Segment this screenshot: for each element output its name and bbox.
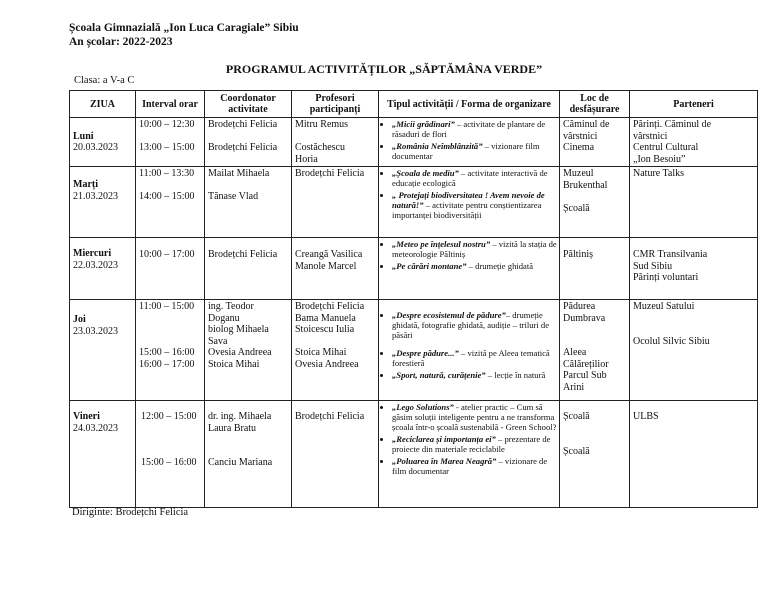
interval: 16:00 – 17:00 (139, 358, 195, 370)
coordinator: Doganu (208, 312, 240, 324)
day-name: Miercuri (73, 248, 112, 259)
interval: 15:00 – 16:00 (141, 457, 197, 468)
coordinator: Mailat Mihaela (208, 168, 270, 179)
interval: 10:00 – 12:30 (139, 119, 195, 130)
location: Cinema (563, 142, 595, 153)
interval-cell (136, 300, 205, 401)
location: Pădurea (563, 301, 596, 312)
class-label: Clasa: a V-a C (74, 75, 135, 86)
location: Brukenthal (563, 179, 608, 191)
teacher: Stoica Mihai (295, 347, 347, 358)
location: Dumbrava (563, 312, 606, 324)
activity-cell (379, 238, 560, 300)
teacher: Creangă Vasilica (295, 249, 363, 260)
day-cell (70, 167, 136, 238)
interval: 12:00 – 15:00 (141, 411, 197, 422)
interval: 11:00 – 15:00 (139, 301, 195, 312)
location: Muzeul (563, 168, 594, 179)
coordinator: biolog Mihaela (208, 324, 269, 335)
partners-cell (630, 118, 758, 167)
activity-item: • „Despre ecosistemul de pădure”– drumeție ghidată, fotografie ghidată, audiție – triluri de păsări (392, 310, 557, 340)
table-row (70, 167, 758, 238)
table-header-row (70, 91, 758, 118)
coordinator-cell (205, 238, 292, 300)
partners-cell (630, 300, 758, 401)
activity-cell (379, 118, 560, 167)
teachers-cell (292, 238, 379, 300)
day-date: 20.03.2023 (73, 142, 118, 153)
partner: Centrul Cultural (633, 142, 699, 153)
teacher: Brodețchi Felicia (295, 411, 365, 422)
location: Păltiniș (563, 249, 594, 260)
day-date: 24.03.2023 (73, 422, 118, 434)
teacher: Brodețchi Felicia (295, 168, 365, 179)
school-name: Școala Gimnazială „Ion Luca Caragiale” Sibiu (69, 22, 299, 34)
column-header: Parteneri (630, 91, 758, 118)
teacher: Stoicescu Iulia (295, 324, 355, 335)
partners-cell (630, 238, 758, 300)
schedule-table (69, 90, 758, 508)
coordinator: Ovesia Andreea (208, 347, 272, 358)
day-name: Luni (73, 130, 94, 142)
location-cell (560, 238, 630, 300)
activity-item: • „Pe cărări montane” – drumeție ghidată (392, 261, 557, 271)
interval-cell (136, 167, 205, 238)
table-row (70, 118, 758, 167)
day-cell (70, 238, 136, 300)
teacher: Costăchescu (295, 142, 345, 153)
interval: 10:00 – 17:00 (139, 249, 195, 260)
partner: ULBS (633, 411, 659, 422)
coordinator: dr. ing. Mihaela (208, 411, 272, 422)
coordinator-cell (205, 167, 292, 238)
school-year: An școlar: 2022-2023 (69, 36, 173, 48)
interval: 11:00 – 13:30 (139, 168, 195, 179)
location-cell (560, 167, 630, 238)
day-cell (70, 401, 136, 508)
location: Școală (563, 445, 590, 457)
coordinator: Sava (208, 335, 228, 347)
table-row (70, 238, 758, 300)
partner: Sud Sibiu (633, 260, 673, 272)
activity-item: • „Sport, natură, curățenie” – lecție în natură (392, 370, 557, 380)
teacher: Manole Marcel (295, 260, 357, 272)
interval: 14:00 – 15:00 (139, 191, 195, 202)
activity-cell (379, 300, 560, 401)
partner: Muzeul Satului (633, 301, 695, 312)
coordinator-cell (205, 401, 292, 508)
partner: vârstnici (633, 130, 668, 142)
activity-item: • „Despre pădure...” – vizită pe Aleea tematică forestieră (392, 348, 557, 368)
teachers-cell (292, 401, 379, 508)
coordinator: Brodețchi Felicia (208, 142, 278, 153)
partner: Părinți. Căminul de (633, 119, 712, 130)
teacher: Brodețchi Felicia (295, 301, 365, 312)
day-name: Vineri (73, 411, 100, 422)
coordinator: ing. Teodor (208, 301, 254, 312)
day-cell (70, 118, 136, 167)
activity-item: • „Școala de mediu” – activitate interactivă de educație ecologică (392, 168, 557, 188)
interval-cell (136, 238, 205, 300)
coordinator: Stoica Mihai (208, 358, 260, 370)
interval: 13:00 – 15:00 (139, 142, 195, 153)
coordinator: Canciu Mariana (208, 457, 273, 468)
partner: „Ion Besoiu” (633, 153, 686, 165)
coordinator: Brodețchi Felicia (208, 249, 278, 260)
column-header: Tipul activității / Forma de organizare (379, 91, 560, 118)
column-header: Interval orar (136, 91, 205, 118)
location-cell (560, 118, 630, 167)
location: Călărețilior (563, 358, 609, 370)
activity-item: • „Poluarea în Marea Neagră” – vizionare de film documentar (392, 456, 557, 476)
coordinator: Tănase Vlad (208, 191, 259, 202)
interval: 15:00 – 16:00 (139, 347, 195, 358)
location-cell (560, 401, 630, 508)
partner: Nature Talks (633, 168, 685, 179)
teacher: Mitru Remus (295, 119, 349, 130)
activity-item: • „ Protejați biodiversitatea ! Avem nevoie de natură!” – activitate pentru conștientizarea importanței biodiversității (392, 190, 557, 220)
location: vârstnici (563, 130, 598, 142)
page-title: PROGRAMUL ACTIVITĂȚILOR „SĂPTĂMÂNA VERDE” (225, 62, 543, 76)
coordinator-cell (205, 300, 292, 401)
table-row (70, 401, 758, 508)
day-date: 23.03.2023 (73, 325, 118, 337)
teachers-cell (292, 167, 379, 238)
activity-item: • „România Neîmblânzită” – vizionare film documentar (392, 141, 557, 161)
day-cell (70, 300, 136, 401)
day-date: 22.03.2023 (73, 259, 118, 271)
activity-item: • „Micii grădinari” – activitate de plantare de răsaduri de flori (392, 119, 557, 139)
homeroom-teacher: Diriginte: Brodețchi Felicia (72, 507, 189, 518)
activity-item: • „Lego Solutions” - atelier practic – Cum să găsim soluții inteligente pentru a ne transforma școala într-o școală sustenabilă - Green School? (392, 402, 557, 432)
column-header: Profesori participanți (292, 91, 379, 118)
location: Școală (563, 411, 590, 422)
location: Școală (563, 202, 590, 214)
location-cell (560, 300, 630, 401)
teacher: Horia (295, 153, 318, 165)
location: Arini (563, 381, 585, 393)
partner: CMR Transilvania (633, 249, 708, 260)
coordinator-cell (205, 118, 292, 167)
partners-cell (630, 401, 758, 508)
column-header: Coordonator activitate (205, 91, 292, 118)
coordinator: Brodețchi Felicia (208, 119, 278, 130)
location: Căminul de (563, 119, 610, 130)
teachers-cell (292, 118, 379, 167)
location: Aleea (563, 347, 587, 358)
partners-cell (630, 167, 758, 238)
activity-cell (379, 167, 560, 238)
teachers-cell (292, 300, 379, 401)
teacher: Bama Manuela (295, 312, 356, 324)
activity-item: • „Reciclarea și importanța ei” – prezentare de proiecte din materiale reciclabile (392, 434, 557, 454)
location: Parcul Sub (563, 370, 607, 381)
interval-cell (136, 118, 205, 167)
partner: Părinți voluntari (633, 272, 699, 283)
activity-cell (379, 401, 560, 508)
column-header: ZIUA (70, 91, 136, 118)
column-header: Loc de desfășurare (560, 91, 630, 118)
teacher: Ovesia Andreea (295, 358, 359, 370)
day-name: Joi (73, 314, 86, 325)
table-row (70, 300, 758, 401)
activity-item: • „Meteo pe înțelesul nostru” – vizită la stația de meteorologie Păltiniș (392, 239, 557, 259)
day-date: 21.03.2023 (73, 190, 118, 202)
interval-cell (136, 401, 205, 508)
partner: Ocolul Silvic Sibiu (633, 335, 710, 347)
day-name: Marți (73, 179, 98, 190)
coordinator: Laura Bratu (208, 422, 257, 434)
